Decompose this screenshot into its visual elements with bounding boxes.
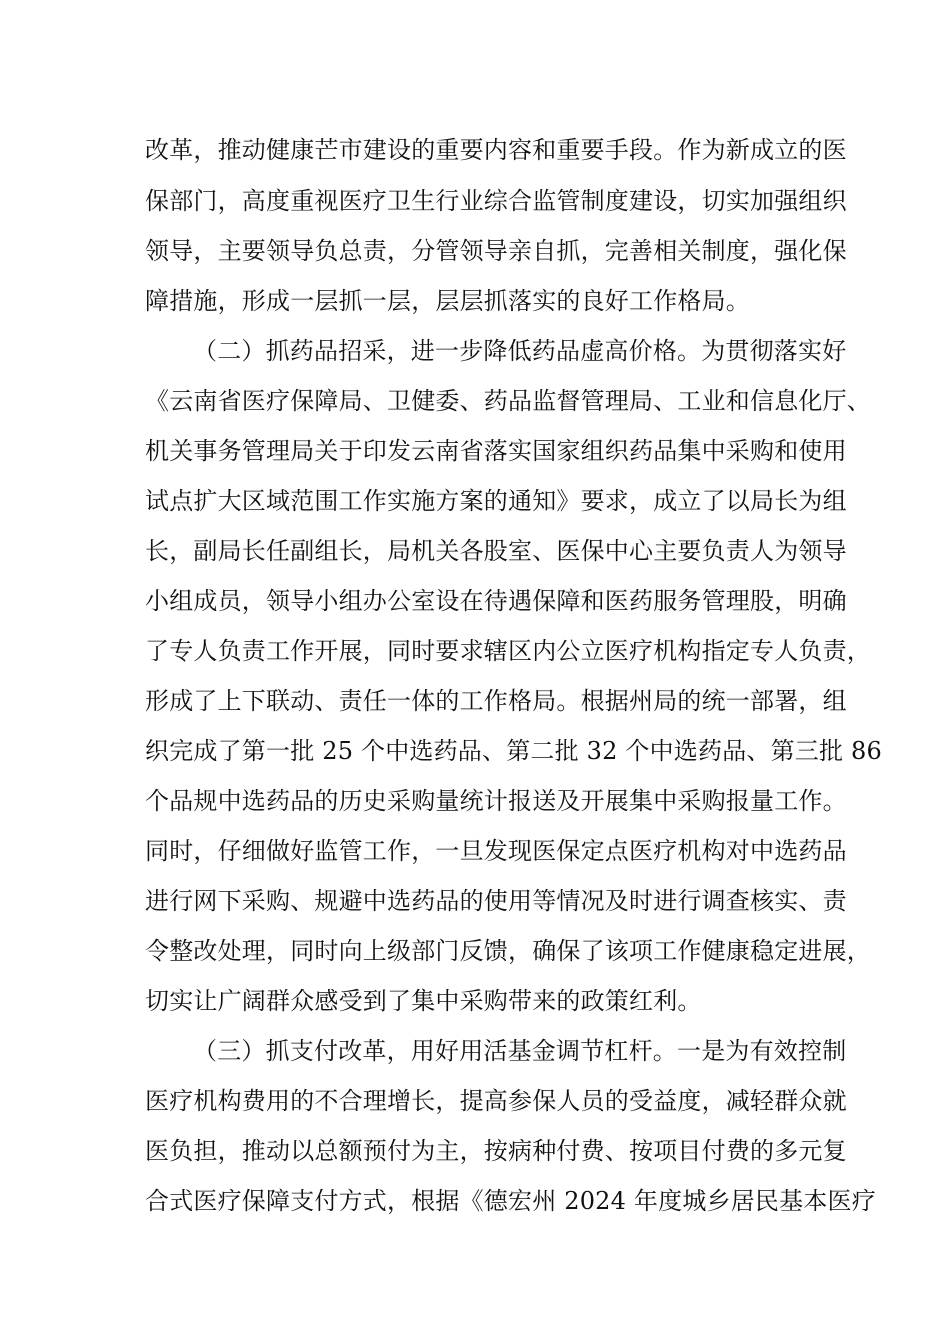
text-line: 《云南省医疗保障局、卫健委、药品监督管理局、工业和信息化厅、 [145,387,871,415]
text-line: 小组成员，领导小组办公室设在待遇保障和医药服务管理股，明确 [145,587,847,615]
text-line: 了专人负责工作开展，同时要求辖区内公立医疗机构指定专人负责， [145,637,871,665]
paragraph-heading-line: （二）抓药品招采，进一步降低药品虚高价格。为贯彻落实好 [193,337,847,365]
text-line: 障措施，形成一层抓一层，层层抓落实的良好工作格局。 [145,287,750,315]
text-line: 进行网下采购、规避中选药品的使用等情况及时进行调查核实、责 [145,887,847,915]
paragraph-heading-line: （三）抓支付改革，用好用活基金调节杠杆。一是为有效控制 [193,1037,847,1065]
text-line: 合式医疗保障支付方式，根据《德宏州 2024 年度城乡居民基本医疗 [145,1187,876,1215]
text-line: 机关事务管理局关于印发云南省落实国家组织药品集中采购和使用 [145,437,847,465]
text-line: 切实让广阔群众感受到了集中采购带来的政策红利。 [145,987,702,1015]
text-line: 试点扩大区域范围工作实施方案的通知》要求，成立了以局长为组 [145,487,847,515]
text-line: 医疗机构费用的不合理增长，提高参保人员的受益度，减轻群众就 [145,1087,847,1115]
text-line: 领导，主要领导负总责，分管领导亲自抓，完善相关制度，强化保 [145,237,847,265]
text-line: 医负担，推动以总额预付为主，按病种付费、按项目付费的多元复 [145,1137,847,1165]
text-line: 令整改处理，同时向上级部门反馈，确保了该项工作健康稳定进展， [145,937,871,965]
text-line: 改革，推动健康芒市建设的重要内容和重要手段。作为新成立的医 [145,136,847,164]
text-line: 形成了上下联动、责任一体的工作格局。根据州局的统一部署，组 [145,687,847,715]
text-line: 保部门，高度重视医疗卫生行业综合监管制度建设，切实加强组织 [145,187,847,215]
text-line: 长，副局长任副组长，局机关各股室、医保中心主要负责人为领导 [145,537,847,565]
text-line: 织完成了第一批 25 个中选药品、第二批 32 个中选药品、第三批 86 [145,737,882,765]
text-line: 个品规中选药品的历史采购量统计报送及开展集中采购报量工作。 [145,787,847,815]
text-line: 同时，仔细做好监管工作，一旦发现医保定点医疗机构对中选药品 [145,837,847,865]
